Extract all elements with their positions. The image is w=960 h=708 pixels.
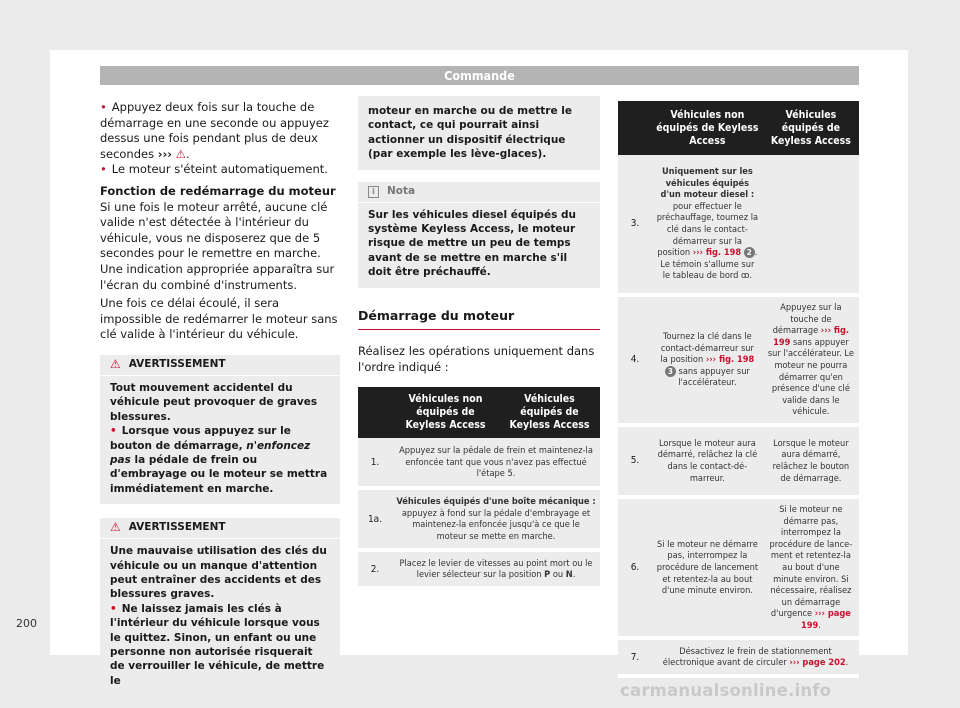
middle-column (358, 96, 600, 590)
warning-body: Une mauvaise utilisation des clés du véhicule ou un manque d'attention peut entraîner des accidents et des blessures graves. • Ne laissez jamais les clés à l'intérieur du véhicule lorsque vous le quittez. Sinon, un enfant ou une personne non autorisée risquerait de verrouiller le véhicule, de mettre le (110, 545, 327, 687)
table-row: 4. Tournez la clé dans le contact-démarreur sur la position ››› fig. 198 3 sans appuyer sur l'accélérateur. Appuyez sur la touche de démarrage ››› fig. 199 sans appuyer sur l'accélérateur. Le moteur ne pourra démarrer qu'en présence d'une clé valide dans le véhicule. (618, 295, 859, 425)
warning-body: Tout mouvement accidentel du véhicule peut provoquer de graves blessures. • Lorsque vous appuyez sur le bouton de démarrage, n'enfoncez pas la pédale de frein ou d'embrayage ou le moteur se mettra immédiatement en marche. (110, 381, 328, 495)
table-header-col2: Véhicules équipés de Keyless Access (499, 387, 600, 438)
number-circle-icon: 2 (744, 247, 755, 258)
section-title: Démarrage du moteur (358, 308, 600, 331)
table-header-num (358, 387, 392, 438)
page-link[interactable]: ››› page 202 (789, 657, 846, 669)
left-column (100, 100, 340, 696)
table-row: 6. Si le moteur ne démarre pas, interrompez la procédure de lancement et retentez-la au bout d'une minute environ. Si le moteur ne démarre pas, interrompez la procédure de lancement et retentez-la au bout d'une minute environ. Si nécessaire, réalisez un démarrage d'urgence ››› page 199. (618, 497, 859, 639)
page-number: 200 (16, 617, 37, 630)
note-header: i Nota (358, 182, 600, 203)
page-link[interactable]: ››› page 199 (800, 608, 851, 631)
warning-header: ⚠ AVERTISSEMENT (100, 355, 340, 376)
note-body: Sur les véhicules diesel équipés du système Keyless Access, le moteur risque de mettre un peu de temps avant de se mettre en marche s'il doit être préchauffé. (368, 208, 576, 279)
warning-triangle-icon: ⚠ (110, 357, 121, 372)
warning-box (100, 518, 340, 696)
start-procedure-table-continued (618, 101, 859, 678)
paragraph: Si une fois le moteur arrêté, aucune clé valide n'est détectée à l'intérieur du véhicule, vous ne disposerez que de 5 secondes pour le remettre en marche. Une indication appropriée apparaîtra sur l'écran du combiné d'instruments. (100, 199, 335, 292)
table-row: 7. Désactivez le frein de stationnement électronique avant de circuler ››› page 202. (618, 638, 859, 676)
warning-box (100, 355, 340, 504)
table-row: 5. Lorsque le moteur aura démarré, relâchez la clé dans le contact-démarreur. Lorsque le moteur aura démarré, relâchez le bouton de démarrage. (618, 425, 859, 497)
bullet-icon: • (110, 425, 117, 438)
warning-triangle-icon: ⚠ (110, 520, 121, 535)
start-procedure-table (358, 387, 600, 590)
warning-body: moteur en marche ou de mettre le contact, ce qui pourrait ainsi actionner un dispositif électrique (par exemple les lève-glaces). (368, 105, 572, 161)
bullet-icon: • (100, 100, 107, 114)
table-header-col1: Véhicules non équipés de Keyless Access (392, 387, 499, 438)
subheading: Fonction de redémarrage du moteur (100, 183, 336, 198)
right-column (618, 101, 859, 678)
bullet-item: • Appuyez deux fois sur la touche de démarrage en une seconde ou appuyez dessus une fois pendant plus de deux secondes ››› ⚠. (100, 100, 329, 161)
figure-link[interactable]: ››› fig. 198 (705, 354, 755, 366)
glow-plug-icon: ꝏ (740, 270, 750, 282)
table-header-col1: Véhicules non équipés de Keyless Access (652, 101, 763, 155)
info-icon: i (368, 186, 379, 198)
note-box (358, 182, 600, 288)
watermark: carmanualsonline.info (620, 681, 832, 700)
table-header-row (358, 387, 600, 438)
table-header-num (618, 101, 652, 155)
paragraph: Une fois ce délai écoulé, il sera impossible de redémarrer le moteur sans clé valide à l'intérieur du véhicule. (100, 296, 338, 342)
table-header-row (618, 101, 859, 155)
warning-triangle-icon: ⚠ (175, 146, 186, 161)
figure-link[interactable]: ››› fig. 199 (773, 325, 850, 348)
table-row: 2. Placez le levier de vitesses au point mort ou le levier sélecteur sur la position P ou N. (358, 550, 600, 588)
warning-box-continued (358, 96, 600, 170)
figure-link[interactable]: ››› fig. 198 (692, 247, 742, 259)
intro-paragraph: Réalisez les opérations uniquement dans l'ordre indiqué : (358, 344, 595, 374)
table-row: 1. Appuyez sur la pédale de frein et maintenez-la enfoncée tant que vous n'avez pas effectué l'étape 5. (358, 438, 600, 488)
number-circle-icon: 3 (665, 366, 676, 377)
page-header: Commande (100, 66, 859, 85)
warning-header: ⚠ AVERTISSEMENT (100, 518, 340, 539)
table-header-col2: Véhicules équipés de Keyless Access (763, 101, 859, 155)
table-row: 3. Uniquement sur les véhicules équipés d'un moteur diesel : pour effectuer le préchauffage, tournez la clé dans le contact-démarreur sur la position ››› fig. 198 2 . Le témoin s'allume sur le tableau de bord ꝏ. (618, 155, 859, 295)
bullet-icon: • (110, 602, 117, 615)
bullet-icon: • (100, 162, 107, 177)
table-row: 1a. Véhicules équipés d'une boîte mécanique : appuyez à fond sur la pédale d'embrayage et maintenez-la enfoncée jusqu'à ce que le moteur se mette en marche. (358, 488, 600, 550)
bullet-item: • Le moteur s'éteint automatiquement. (100, 162, 328, 177)
